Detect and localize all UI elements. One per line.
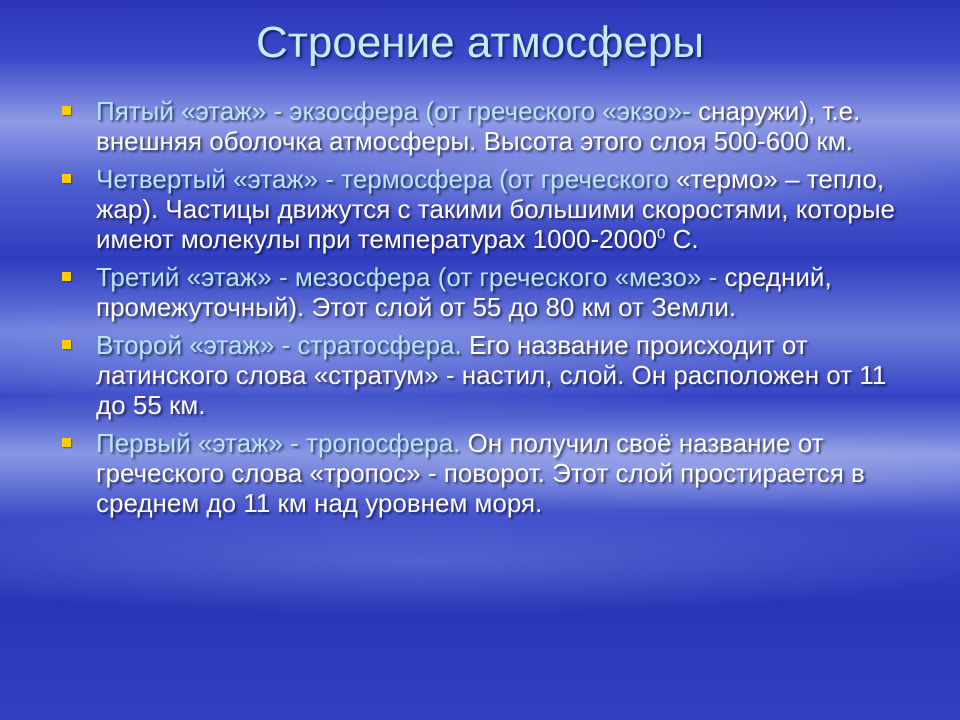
bullet-text: средний, промежуточный). Этот слой от 55 до 80 км от Земли. [96, 262, 832, 322]
bullet-item-exosphere [62, 96, 902, 156]
bullet-lead: Первый «этаж» - тропосфера. [96, 428, 461, 458]
bullet-text: снаружи), т.е. внешняя оболочка атмосферы. Высота этого слоя 500-600 км. [96, 96, 861, 156]
bullet-text: Он получил своё название от греческого слова «тропос» - поворот. Этот слой простирается в среднем до 11 км над уровнем моря. [96, 428, 865, 518]
bullet-item-stratosphere [62, 330, 902, 420]
bullet-text: Его название происходит от латинского слова «стратум» - настил, слой. Он расположен от 11 до 55 км. [96, 330, 887, 420]
bullet-lead: Второй «этаж» - стратосфера. [96, 330, 462, 360]
bullet-item-thermosphere [62, 164, 902, 254]
square-bullet-icon [62, 106, 71, 115]
square-bullet-icon [62, 340, 71, 349]
degree-superscript: 0 [657, 225, 666, 243]
bullet-text-tail: С. [665, 224, 699, 254]
square-bullet-icon [62, 438, 71, 447]
bullet-list [62, 96, 902, 526]
bullet-lead: Третий «этаж» - мезосфера (от греческого «мезо» - [96, 262, 718, 292]
square-bullet-icon [62, 174, 71, 183]
bullet-lead: Четвертый «этаж» - термосфера (от греческого [96, 164, 669, 194]
bullet-text: «термо» – тепло, жар). Частицы движутся с такими большими скоростями, которые имеют молекулы при температурах 1000-2000 [96, 164, 895, 254]
square-bullet-icon [62, 272, 71, 281]
bullet-item-troposphere [62, 428, 902, 518]
slide-title: Строение атмосферы [255, 18, 705, 67]
bullet-item-mesosphere [62, 262, 902, 322]
bullet-lead: Пятый «этаж» - экзосфера (от греческого «экзо»- [96, 96, 691, 126]
